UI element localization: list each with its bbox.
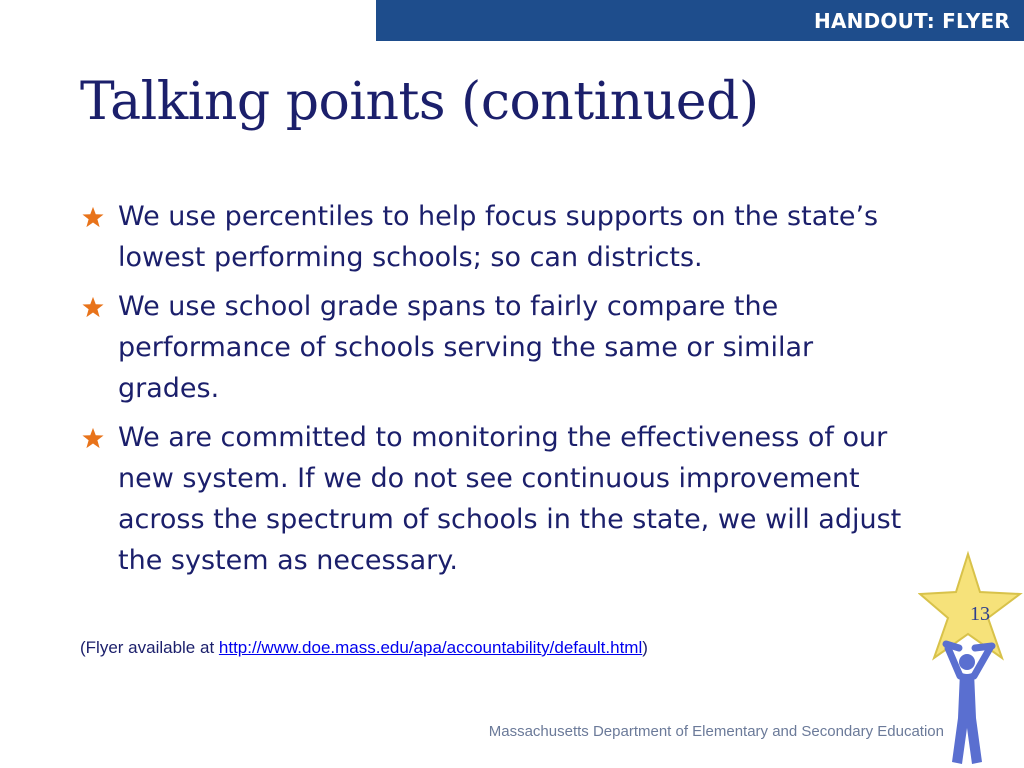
bullet-item <box>82 417 922 581</box>
star-bullet-icon <box>82 206 104 228</box>
bullet-text: We use school grade spans to fairly compare the performance of schools serving the same or similar grades. <box>118 291 814 404</box>
flyer-note <box>80 638 648 658</box>
bullet-item <box>82 196 922 278</box>
header-bar <box>376 0 1024 41</box>
slide-title: Talking points (continued) <box>80 72 759 132</box>
page-number: 13 <box>970 603 990 625</box>
star-bullet-icon <box>82 296 104 318</box>
header-label: HANDOUT: FLYER <box>814 9 1010 33</box>
flyer-note-prefix: (Flyer available at <box>80 638 219 657</box>
bullet-text: We are committed to monitoring the effectiveness of our new system. If we do not see continuous improvement across the spectrum of schools in the state, we will adjust the system as necessary. <box>118 422 902 576</box>
star-bullet-icon <box>82 427 104 449</box>
flyer-link[interactable]: http://www.doe.mass.edu/apa/accountability/default.html <box>218 638 643 657</box>
bullet-list <box>82 196 922 589</box>
bullet-item <box>82 286 922 409</box>
star-mascot-icon <box>918 548 1024 768</box>
footer-text: Massachusetts Department of Elementary and Secondary Education <box>488 723 944 740</box>
flyer-note-suffix: ) <box>642 638 648 657</box>
bullet-text: We use percentiles to help focus supports on the state’s lowest performing schools; so can districts. <box>118 201 879 273</box>
